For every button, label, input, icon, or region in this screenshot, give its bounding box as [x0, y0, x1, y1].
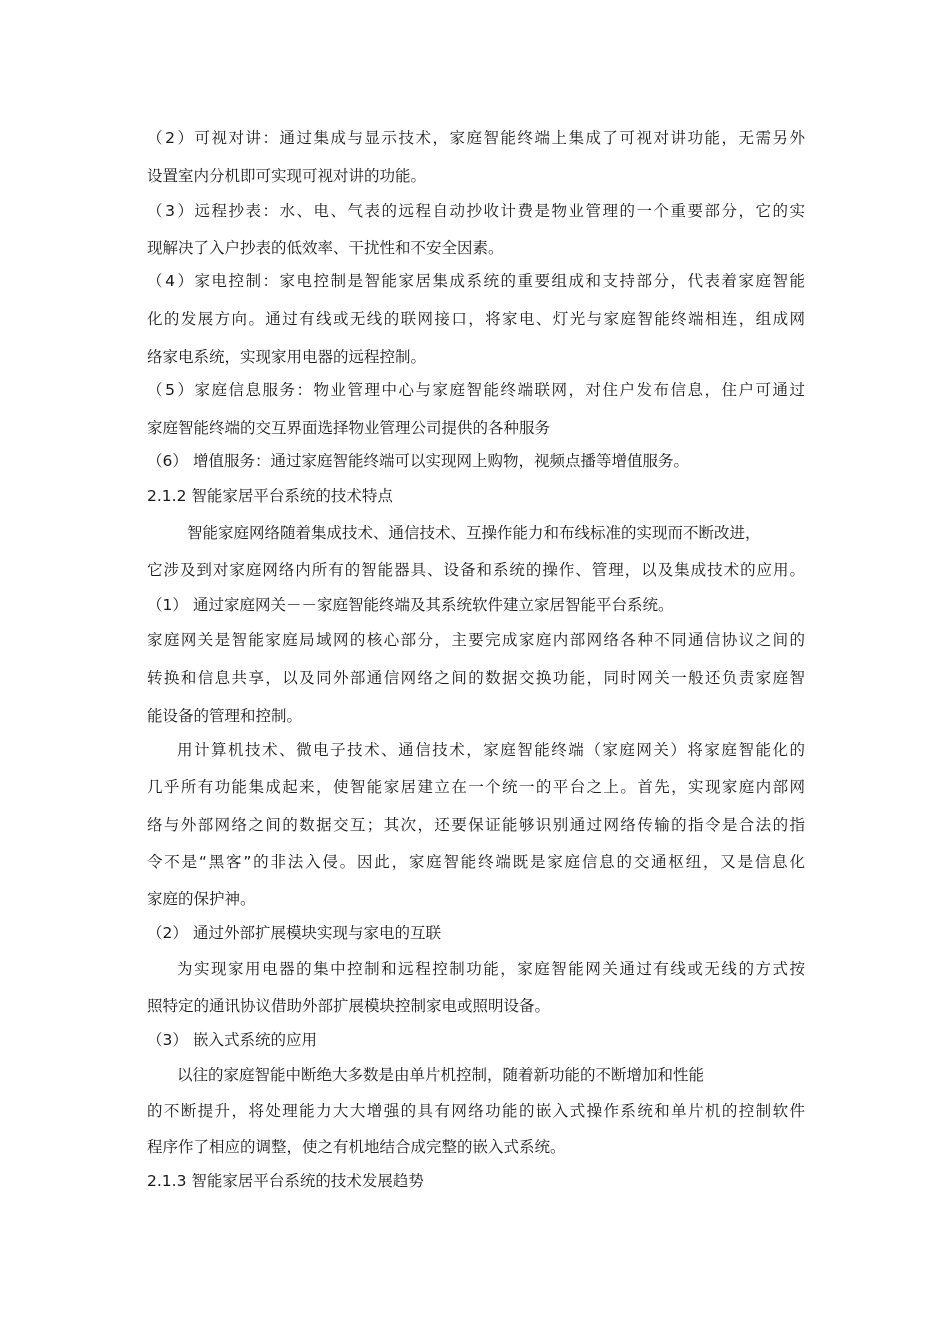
point-3-line-c: 程序作了相应的调整，使之有机地结合成完整的嵌入式系统。 [147, 1138, 566, 1156]
item-2-line-1: （2）可视对讲：通过集成与显示技术，家庭智能终端上集成了可视对讲功能，无需另外 [147, 129, 805, 147]
point-3-line-b: 的不断提升，将处理能力大大增强的具有网络功能的嵌入式操作系统和单片机的控制软件 [147, 1102, 805, 1120]
item-4-line-3: 络家电系统，实现家用电器的远程控制。 [147, 348, 427, 366]
point-2-line-b: 照特定的通讯协议借助外部扩展模块控制家电或照明设备。 [147, 997, 551, 1015]
point-1-line-g: 令不是“黑客”的非法入侵。因此，家庭智能终端既是家庭信息的交通枢纽，又是信息化 [147, 853, 805, 871]
intro-line-2: 它涉及到对家庭网络内所有的智能器具、设备和系统的操作、管理，以及集成技术的应用。 [147, 561, 805, 579]
item-6-line-1: （6） 增值服务：通过家庭智能终端可以实现网上购物，视频点播等增值服务。 [147, 452, 690, 470]
point-2-title: （2） 通过外部扩展模块实现与家电的互联 [147, 924, 442, 942]
section-heading-2-1-3: 2.1.3 智能家居平台系统的技术发展趋势 [147, 1172, 424, 1190]
section-heading-2-1-2: 2.1.2 智能家居平台系统的技术特点 [147, 487, 393, 505]
point-3-line-a: 以往的家庭智能中断绝大多数是由单片机控制，随着新功能的不断增加和性能 [177, 1066, 705, 1084]
point-2-line-a: 为实现家用电器的集中控制和远程控制功能，家庭智能网关通过有线或无线的方式按 [177, 960, 805, 978]
item-5-line-1: （5）家庭信息服务：物业管理中心与家庭智能终端联网，对住户发布信息，住户可通过 [147, 381, 805, 399]
point-1-line-d: 用计算机技术、微电子技术、通信技术，家庭智能终端（家庭网关）将家庭智能化的 [177, 741, 805, 759]
point-3-title: （3） 嵌入式系统的应用 [147, 1031, 318, 1049]
intro-line-1: 智能家庭网络随着集成技术、通信技术、互操作能力和布线标准的实现而不断改进， [187, 524, 761, 542]
point-1-line-e: 几乎所有功能集成起来，使智能家居建立在一个统一的平台之上。首先，实现家庭内部网 [147, 778, 805, 796]
item-5-line-2: 家庭智能终端的交互界面选择物业管理公司提供的各种服务 [147, 419, 551, 437]
point-1-title: （1） 通过家庭网关－－家庭智能终端及其系统软件建立家居智能平台系统。 [147, 596, 674, 614]
item-4-line-1: （4）家电控制：家电控制是智能家居集成系统的重要组成和支持部分，代表着家庭智能 [147, 272, 805, 290]
point-1-line-a: 家庭网关是智能家庭局域网的核心部分，主要完成家庭内部网络各种不同通信协议之间的 [147, 631, 805, 649]
item-2-line-2: 设置室内分机即可实现可视对讲的功能。 [147, 167, 427, 185]
point-1-line-h: 家庭的保护神。 [147, 890, 256, 908]
item-3-line-2: 现解决了入户抄表的低效率、干扰性和不安全因素。 [147, 239, 504, 257]
point-1-line-f: 络与外部网络之间的数据交互；其次，还要保证能够识别通过网络传输的指令是合法的指 [147, 816, 805, 834]
point-1-line-b: 转换和信息共享，以及同外部通信网络之间的数据交换功能，同时网关一般还负责家庭智 [147, 669, 805, 687]
item-3-line-1: （3）远程抄表：水、电、气表的远程自动抄收计费是物业管理的一个重要部分，它的实 [147, 202, 805, 220]
item-4-line-2: 化的发展方向。通过有线或无线的联网接口，将家电、灯光与家庭智能终端相连，组成网 [147, 310, 805, 328]
point-1-line-c: 能设备的管理和控制。 [147, 707, 303, 725]
